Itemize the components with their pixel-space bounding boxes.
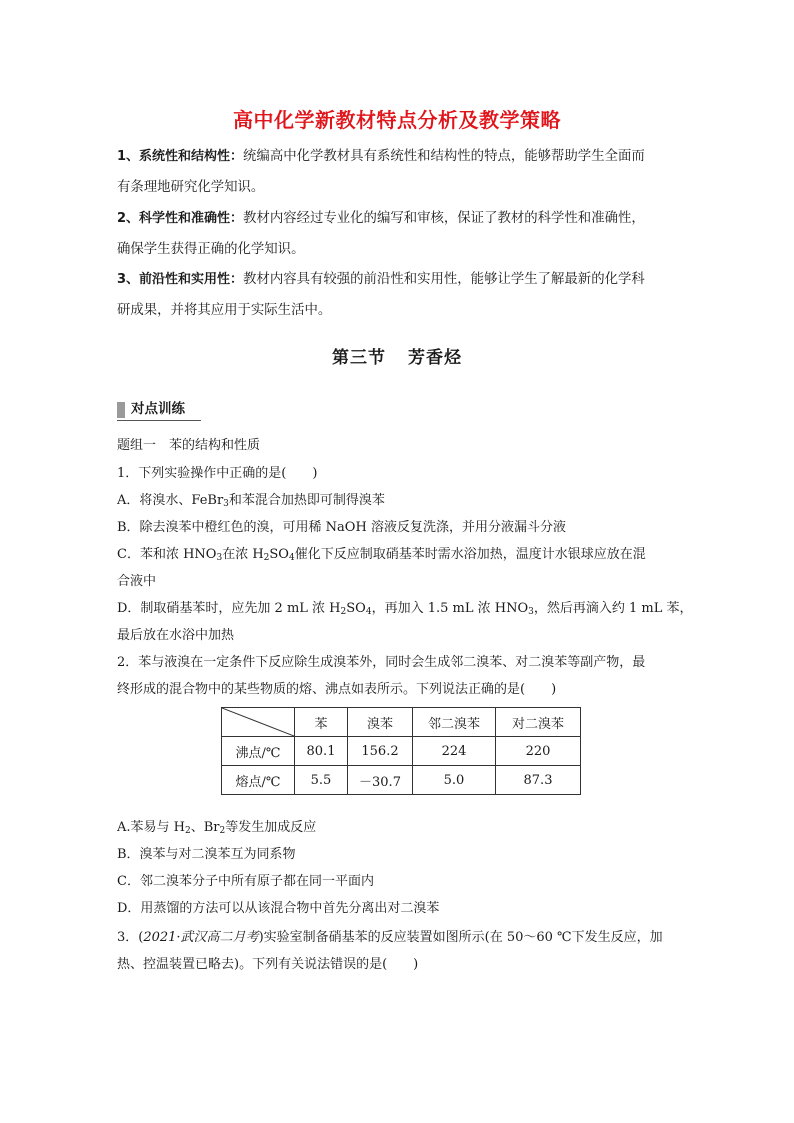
point-3-label: 3、前沿性和实用性： [117, 272, 244, 287]
point-2 [117, 203, 677, 265]
diagonal-line [222, 708, 294, 736]
q1-option-d-cont: 最后放在水浴中加热 [117, 628, 235, 643]
table-cell: 5.0 [413, 766, 496, 795]
table-cell: 5.5 [295, 766, 348, 795]
q2-option-d: D．用蒸馏的方法可以从该混合物中首先分离出对二溴苯 [117, 901, 440, 916]
q1-option-a: A．将溴水、FeBr$_3$和苯混合加热即可制得溴苯 [117, 493, 385, 509]
table-row [222, 737, 581, 766]
q2-option-c: C．邻二溴苯分子中所有原子都在同一平面内 [117, 874, 374, 889]
table-cell: 80.1 [295, 737, 348, 766]
section-marker-icon [117, 402, 125, 418]
point-2-text-cont: 确保学生获得正确的化学知识。 [117, 242, 305, 257]
table-header: 对二溴苯 [496, 708, 581, 737]
table-row [222, 766, 581, 795]
training-header [117, 399, 201, 421]
point-1-text: 统编高中化学教材具有系统性和结构性的特点，能够帮助学生全面而 [243, 149, 645, 164]
table-row-label: 沸点/℃ [222, 737, 295, 766]
q2-stem: 2．苯与液溴在一定条件下反应除生成溴苯外，同时会生成邻二溴苯、对二溴苯等副产物，最 [117, 655, 646, 670]
q3-source: 2021·武汉高二月考 [143, 930, 259, 945]
q1-option-b: B．除去溴苯中橙红色的溴，可用稀 NaOH 溶液反复洗涤，并用分液漏斗分液 [117, 520, 566, 535]
table-cell: 224 [413, 737, 496, 766]
table-corner-cell [222, 708, 295, 737]
section-heading [0, 343, 794, 368]
point-2-text: 教材内容经过专业化的编写和审核，保证了教材的科学性和准确性， [243, 211, 645, 226]
table-row-label: 熔点/℃ [222, 766, 295, 795]
q1-option-d: D．制取硝基苯时，应先加 2 mL 浓 $H_2SO_4$，再加入 1.5 mL 浓 $HNO_3$，然后再滴入约 1 mL 苯， [117, 601, 693, 617]
point-1-text-cont: 有条理地研究化学知识。 [117, 180, 265, 195]
melting-boiling-table [221, 707, 581, 795]
group-title: 题组一 苯的结构和性质 [117, 438, 261, 453]
point-1 [117, 141, 677, 203]
q1-option-c-cont: 合液中 [117, 574, 157, 589]
q2-option-a: A.苯易与 $H_2$、$Br_2$等发生加成反应 [117, 820, 317, 836]
point-1-label: 1、系统性和结构性： [117, 149, 244, 164]
table-header: 苯 [295, 708, 348, 737]
table-cell: 87.3 [496, 766, 581, 795]
q2-option-b: B．溴苯与对二溴苯互为同系物 [117, 847, 296, 862]
section-number: 第三节 [332, 348, 386, 368]
q3-stem-cont: 热、控温装置已略去)。下列有关说法错误的是( ) [117, 957, 419, 972]
table-header: 邻二溴苯 [413, 708, 496, 737]
point-2-label: 2、科学性和准确性： [117, 211, 244, 226]
point-3 [117, 264, 677, 326]
training-underline [117, 420, 201, 421]
training-label: 对点训练 [131, 401, 185, 417]
table-header-row [222, 708, 581, 737]
q3-stem: 3．(2021·武汉高二月考)实验室制备硝基苯的反应装置如图所示(在 50～60 ℃下发生反应，加 [117, 930, 663, 945]
point-3-text-cont: 研成果，并将其应用于实际生活中。 [117, 303, 332, 318]
table-cell: －30.7 [348, 766, 413, 795]
table-cell: 156.2 [348, 737, 413, 766]
table-cell: 220 [496, 737, 581, 766]
point-3-text: 教材内容具有较强的前沿性和实用性，能够让学生了解最新的化学科 [243, 272, 645, 287]
q1-option-c: C．苯和浓 $HNO_3$在浓 $H_2SO_4$催化下反应制取硝基苯时需水浴加热，温度计水银球应放在混 [117, 547, 646, 563]
q2-stem-cont: 终形成的混合物中的某些物质的熔、沸点如表所示。下列说法正确的是( ) [117, 682, 557, 697]
q1-stem: 1．下列实验操作中正确的是( ) [117, 466, 318, 481]
table-header: 溴苯 [348, 708, 413, 737]
section-name: 芳香烃 [408, 348, 462, 368]
page-title: 高中化学新教材特点分析及教学策略 [233, 108, 561, 132]
